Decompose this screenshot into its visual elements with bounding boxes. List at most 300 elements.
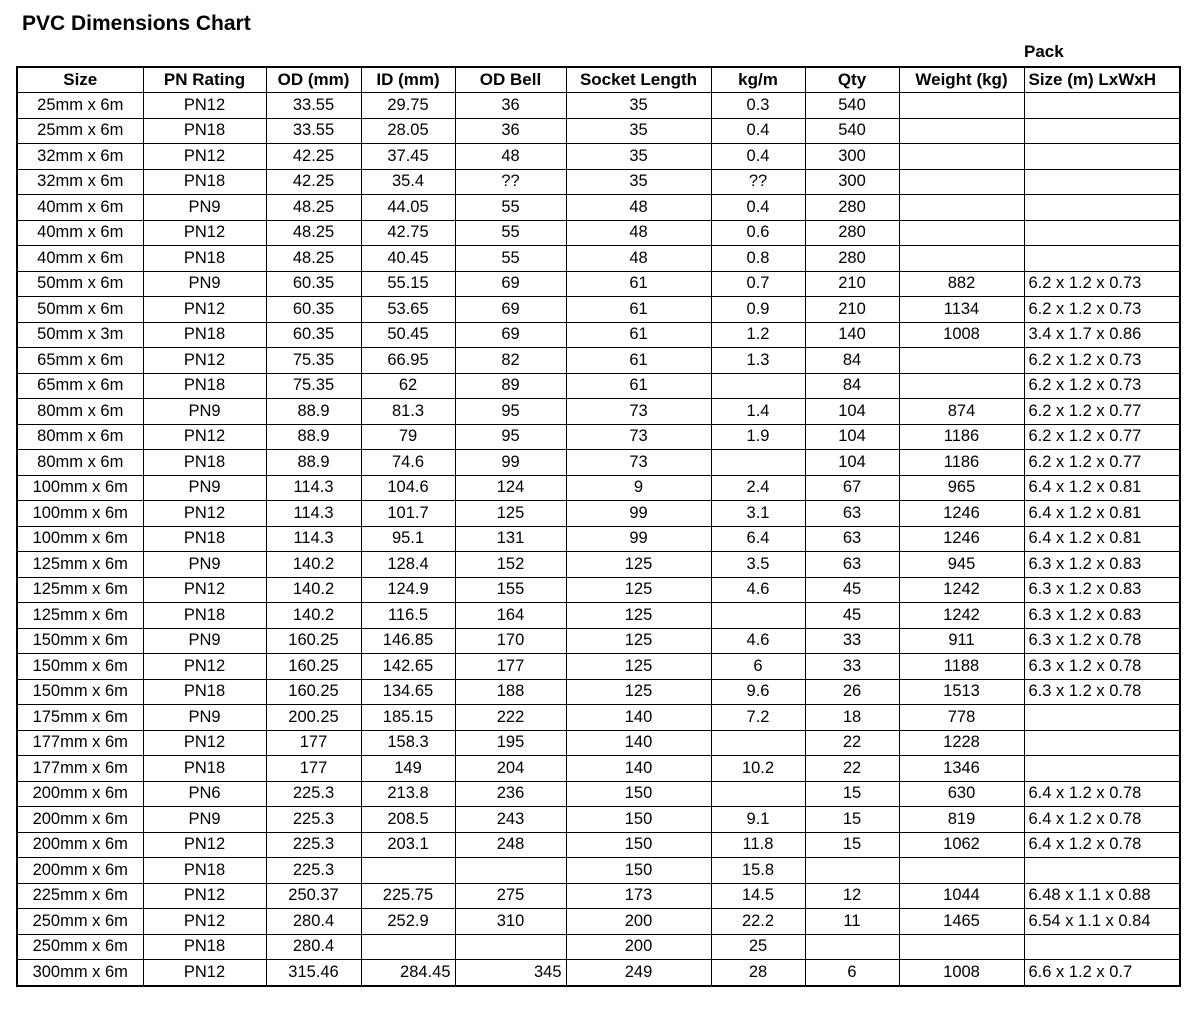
cell-id-mm: 134.65 <box>361 679 455 705</box>
cell-weight-kg <box>899 934 1024 960</box>
cell-size-m-lxwxh: 6.2 x 1.2 x 0.73 <box>1024 297 1180 323</box>
cell-pn-rating: PN9 <box>143 195 266 221</box>
cell-qty: 540 <box>805 118 899 144</box>
cell-pn-rating: PN9 <box>143 807 266 833</box>
table-row <box>17 246 1180 272</box>
cell-id-mm: 146.85 <box>361 628 455 654</box>
cell-socket-length: 140 <box>566 756 711 782</box>
cell-id-mm: 29.75 <box>361 93 455 119</box>
cell-socket-length: 173 <box>566 883 711 909</box>
cell-pn-rating: PN12 <box>143 832 266 858</box>
cell-id-mm: 203.1 <box>361 832 455 858</box>
cell-od-bell: 99 <box>455 450 566 476</box>
cell-kg-m: 4.6 <box>711 577 805 603</box>
cell-od-mm: 160.25 <box>266 628 361 654</box>
column-header-pn-rating: PN Rating <box>143 67 266 93</box>
cell-id-mm: 225.75 <box>361 883 455 909</box>
cell-size-m-lxwxh: 6.2 x 1.2 x 0.73 <box>1024 271 1180 297</box>
cell-kg-m: 2.4 <box>711 475 805 501</box>
cell-od-mm: 177 <box>266 756 361 782</box>
table-row <box>17 475 1180 501</box>
cell-pn-rating: PN18 <box>143 118 266 144</box>
cell-size-m-lxwxh: 6.2 x 1.2 x 0.77 <box>1024 424 1180 450</box>
cell-size-m-lxwxh: 6.3 x 1.2 x 0.83 <box>1024 577 1180 603</box>
cell-size-m-lxwxh <box>1024 246 1180 272</box>
cell-id-mm: 185.15 <box>361 705 455 731</box>
cell-od-bell: 125 <box>455 501 566 527</box>
table-row <box>17 348 1180 374</box>
cell-socket-length: 61 <box>566 297 711 323</box>
cell-kg-m: 0.9 <box>711 297 805 323</box>
cell-socket-length: 140 <box>566 730 711 756</box>
cell-size-m-lxwxh <box>1024 730 1180 756</box>
cell-weight-kg: 945 <box>899 552 1024 578</box>
table-row <box>17 373 1180 399</box>
cell-qty <box>805 858 899 884</box>
cell-weight-kg: 1246 <box>899 501 1024 527</box>
cell-od-bell: 95 <box>455 424 566 450</box>
cell-od-bell: 204 <box>455 756 566 782</box>
cell-id-mm: 55.15 <box>361 271 455 297</box>
cell-id-mm: 95.1 <box>361 526 455 552</box>
cell-qty: 22 <box>805 756 899 782</box>
cell-od-mm: 177 <box>266 730 361 756</box>
cell-size-m-lxwxh <box>1024 858 1180 884</box>
cell-size: 50mm x 3m <box>17 322 143 348</box>
cell-socket-length: 140 <box>566 705 711 731</box>
cell-pn-rating: PN12 <box>143 220 266 246</box>
cell-size: 300mm x 6m <box>17 960 143 986</box>
cell-socket-length: 73 <box>566 399 711 425</box>
cell-kg-m: 9.1 <box>711 807 805 833</box>
cell-socket-length: 249 <box>566 960 711 986</box>
cell-kg-m: 22.2 <box>711 909 805 935</box>
cell-id-mm: 74.6 <box>361 450 455 476</box>
cell-weight-kg <box>899 144 1024 170</box>
cell-id-mm: 37.45 <box>361 144 455 170</box>
cell-od-bell: 243 <box>455 807 566 833</box>
cell-weight-kg <box>899 169 1024 195</box>
cell-size: 32mm x 6m <box>17 169 143 195</box>
cell-kg-m: 0.4 <box>711 144 805 170</box>
cell-od-bell: 345 <box>455 960 566 986</box>
cell-kg-m: 0.8 <box>711 246 805 272</box>
cell-socket-length: 61 <box>566 373 711 399</box>
cell-socket-length: 150 <box>566 858 711 884</box>
cell-od-mm: 160.25 <box>266 654 361 680</box>
cell-weight-kg: 819 <box>899 807 1024 833</box>
cell-qty: 33 <box>805 654 899 680</box>
cell-size: 177mm x 6m <box>17 730 143 756</box>
cell-size-m-lxwxh: 6.4 x 1.2 x 0.81 <box>1024 501 1180 527</box>
cell-kg-m: 3.5 <box>711 552 805 578</box>
cell-size: 100mm x 6m <box>17 475 143 501</box>
cell-qty: 15 <box>805 807 899 833</box>
cell-socket-length: 150 <box>566 807 711 833</box>
cell-id-mm <box>361 858 455 884</box>
cell-weight-kg: 882 <box>899 271 1024 297</box>
table-row <box>17 883 1180 909</box>
cell-kg-m: 25 <box>711 934 805 960</box>
column-header-socket-length: Socket Length <box>566 67 711 93</box>
table-body <box>17 93 1180 986</box>
cell-size-m-lxwxh <box>1024 93 1180 119</box>
cell-size: 225mm x 6m <box>17 883 143 909</box>
cell-size-m-lxwxh: 6.4 x 1.2 x 0.81 <box>1024 526 1180 552</box>
cell-od-mm: 88.9 <box>266 424 361 450</box>
cell-size-m-lxwxh <box>1024 934 1180 960</box>
cell-qty: 280 <box>805 195 899 221</box>
column-header-id-mm: ID (mm) <box>361 67 455 93</box>
cell-od-bell: 69 <box>455 322 566 348</box>
cell-kg-m <box>711 450 805 476</box>
cell-id-mm: 142.65 <box>361 654 455 680</box>
column-header-size-m-lxwxh: Size (m) LxWxH <box>1024 67 1180 93</box>
cell-socket-length: 61 <box>566 348 711 374</box>
cell-od-bell: 95 <box>455 399 566 425</box>
cell-size: 25mm x 6m <box>17 118 143 144</box>
cell-weight-kg: 965 <box>899 475 1024 501</box>
table-row <box>17 628 1180 654</box>
cell-size-m-lxwxh: 6.3 x 1.2 x 0.78 <box>1024 679 1180 705</box>
cell-pn-rating: PN9 <box>143 271 266 297</box>
cell-id-mm <box>361 934 455 960</box>
cell-od-mm: 60.35 <box>266 297 361 323</box>
cell-kg-m: 7.2 <box>711 705 805 731</box>
header-row <box>17 67 1180 93</box>
cell-qty: 18 <box>805 705 899 731</box>
cell-id-mm: 79 <box>361 424 455 450</box>
cell-size: 40mm x 6m <box>17 246 143 272</box>
cell-weight-kg: 1242 <box>899 577 1024 603</box>
cell-qty: 300 <box>805 144 899 170</box>
cell-size: 177mm x 6m <box>17 756 143 782</box>
cell-kg-m <box>711 781 805 807</box>
cell-pn-rating: PN12 <box>143 144 266 170</box>
cell-kg-m: 11.8 <box>711 832 805 858</box>
cell-od-mm: 160.25 <box>266 679 361 705</box>
cell-pn-rating: PN12 <box>143 93 266 119</box>
cell-size-m-lxwxh: 6.3 x 1.2 x 0.78 <box>1024 628 1180 654</box>
cell-weight-kg: 1134 <box>899 297 1024 323</box>
cell-size: 80mm x 6m <box>17 399 143 425</box>
cell-od-bell: 195 <box>455 730 566 756</box>
cell-pn-rating: PN9 <box>143 705 266 731</box>
cell-size-m-lxwxh <box>1024 756 1180 782</box>
cell-size-m-lxwxh: 6.2 x 1.2 x 0.73 <box>1024 373 1180 399</box>
cell-od-mm: 48.25 <box>266 246 361 272</box>
cell-od-bell: 36 <box>455 93 566 119</box>
cell-weight-kg: 1062 <box>899 832 1024 858</box>
cell-size: 50mm x 6m <box>17 271 143 297</box>
cell-kg-m: 1.2 <box>711 322 805 348</box>
pack-column-label: Pack <box>1024 42 1064 61</box>
cell-od-bell: 89 <box>455 373 566 399</box>
table-row <box>17 603 1180 629</box>
cell-id-mm: 81.3 <box>361 399 455 425</box>
cell-pn-rating: PN18 <box>143 858 266 884</box>
cell-size: 50mm x 6m <box>17 297 143 323</box>
cell-id-mm: 28.05 <box>361 118 455 144</box>
cell-kg-m: 15.8 <box>711 858 805 884</box>
cell-qty: 280 <box>805 220 899 246</box>
cell-size-m-lxwxh: 6.2 x 1.2 x 0.77 <box>1024 399 1180 425</box>
cell-socket-length: 9 <box>566 475 711 501</box>
cell-od-bell: 82 <box>455 348 566 374</box>
cell-size: 125mm x 6m <box>17 577 143 603</box>
cell-qty: 22 <box>805 730 899 756</box>
cell-pn-rating: PN18 <box>143 526 266 552</box>
cell-socket-length: 150 <box>566 832 711 858</box>
cell-od-bell <box>455 934 566 960</box>
cell-size-m-lxwxh: 6.48 x 1.1 x 0.88 <box>1024 883 1180 909</box>
cell-socket-length: 61 <box>566 271 711 297</box>
cell-size: 40mm x 6m <box>17 195 143 221</box>
cell-od-bell: ?? <box>455 169 566 195</box>
cell-weight-kg: 1008 <box>899 322 1024 348</box>
cell-kg-m: 0.6 <box>711 220 805 246</box>
cell-socket-length: 48 <box>566 220 711 246</box>
cell-kg-m: ?? <box>711 169 805 195</box>
cell-weight-kg: 911 <box>899 628 1024 654</box>
cell-od-mm: 114.3 <box>266 526 361 552</box>
cell-od-bell: 188 <box>455 679 566 705</box>
cell-pn-rating: PN12 <box>143 348 266 374</box>
cell-id-mm: 128.4 <box>361 552 455 578</box>
table-row <box>17 169 1180 195</box>
cell-pn-rating: PN18 <box>143 934 266 960</box>
cell-kg-m: 0.7 <box>711 271 805 297</box>
cell-weight-kg <box>899 858 1024 884</box>
cell-qty: 15 <box>805 832 899 858</box>
table-row <box>17 807 1180 833</box>
cell-socket-length: 73 <box>566 424 711 450</box>
cell-qty <box>805 934 899 960</box>
table-row <box>17 144 1180 170</box>
table-row <box>17 552 1180 578</box>
cell-size-m-lxwxh <box>1024 195 1180 221</box>
cell-qty: 15 <box>805 781 899 807</box>
cell-weight-kg: 1246 <box>899 526 1024 552</box>
cell-od-mm: 42.25 <box>266 169 361 195</box>
cell-od-mm: 60.35 <box>266 322 361 348</box>
column-header-kg-m: kg/m <box>711 67 805 93</box>
cell-weight-kg: 1044 <box>899 883 1024 909</box>
cell-od-mm: 88.9 <box>266 450 361 476</box>
cell-qty: 12 <box>805 883 899 909</box>
cell-od-mm: 75.35 <box>266 373 361 399</box>
cell-size-m-lxwxh <box>1024 169 1180 195</box>
cell-od-mm: 33.55 <box>266 118 361 144</box>
cell-socket-length: 125 <box>566 679 711 705</box>
cell-od-bell: 275 <box>455 883 566 909</box>
cell-socket-length: 125 <box>566 603 711 629</box>
cell-id-mm: 42.75 <box>361 220 455 246</box>
cell-size: 200mm x 6m <box>17 781 143 807</box>
cell-kg-m: 1.4 <box>711 399 805 425</box>
cell-pn-rating: PN12 <box>143 424 266 450</box>
cell-size: 150mm x 6m <box>17 628 143 654</box>
cell-pn-rating: PN18 <box>143 246 266 272</box>
table-row <box>17 297 1180 323</box>
cell-weight-kg: 1186 <box>899 450 1024 476</box>
cell-od-bell: 310 <box>455 909 566 935</box>
table-row <box>17 654 1180 680</box>
cell-weight-kg: 630 <box>899 781 1024 807</box>
cell-qty: 280 <box>805 246 899 272</box>
cell-od-bell: 164 <box>455 603 566 629</box>
cell-socket-length: 200 <box>566 934 711 960</box>
cell-qty: 104 <box>805 424 899 450</box>
cell-od-bell: 248 <box>455 832 566 858</box>
cell-id-mm: 158.3 <box>361 730 455 756</box>
cell-size: 250mm x 6m <box>17 909 143 935</box>
cell-size-m-lxwxh: 6.54 x 1.1 x 0.84 <box>1024 909 1180 935</box>
cell-size: 200mm x 6m <box>17 832 143 858</box>
cell-id-mm: 116.5 <box>361 603 455 629</box>
cell-size: 150mm x 6m <box>17 679 143 705</box>
cell-size: 80mm x 6m <box>17 450 143 476</box>
cell-size-m-lxwxh: 6.3 x 1.2 x 0.78 <box>1024 654 1180 680</box>
cell-pn-rating: PN12 <box>143 501 266 527</box>
cell-od-bell: 152 <box>455 552 566 578</box>
cell-socket-length: 200 <box>566 909 711 935</box>
cell-qty: 63 <box>805 501 899 527</box>
table-row <box>17 93 1180 119</box>
cell-socket-length: 125 <box>566 628 711 654</box>
cell-pn-rating: PN18 <box>143 603 266 629</box>
cell-qty: 33 <box>805 628 899 654</box>
cell-socket-length: 125 <box>566 552 711 578</box>
table-row <box>17 858 1180 884</box>
cell-kg-m: 0.3 <box>711 93 805 119</box>
cell-size: 32mm x 6m <box>17 144 143 170</box>
cell-od-bell <box>455 858 566 884</box>
cell-qty: 210 <box>805 297 899 323</box>
cell-od-mm: 280.4 <box>266 934 361 960</box>
cell-pn-rating: PN9 <box>143 475 266 501</box>
cell-qty: 210 <box>805 271 899 297</box>
table-row <box>17 220 1180 246</box>
cell-qty: 45 <box>805 577 899 603</box>
cell-od-mm: 33.55 <box>266 93 361 119</box>
cell-od-bell: 55 <box>455 246 566 272</box>
cell-od-mm: 280.4 <box>266 909 361 935</box>
cell-weight-kg: 1186 <box>899 424 1024 450</box>
cell-kg-m: 9.6 <box>711 679 805 705</box>
cell-weight-kg: 1465 <box>899 909 1024 935</box>
cell-size: 150mm x 6m <box>17 654 143 680</box>
cell-od-bell: 155 <box>455 577 566 603</box>
cell-size: 80mm x 6m <box>17 424 143 450</box>
cell-qty: 26 <box>805 679 899 705</box>
cell-size-m-lxwxh: 6.6 x 1.2 x 0.7 <box>1024 960 1180 986</box>
cell-id-mm: 101.7 <box>361 501 455 527</box>
cell-socket-length: 35 <box>566 93 711 119</box>
cell-socket-length: 125 <box>566 577 711 603</box>
column-header-od-bell: OD Bell <box>455 67 566 93</box>
cell-size-m-lxwxh <box>1024 705 1180 731</box>
cell-pn-rating: PN12 <box>143 883 266 909</box>
cell-id-mm: 213.8 <box>361 781 455 807</box>
cell-od-bell: 48 <box>455 144 566 170</box>
cell-size-m-lxwxh: 6.4 x 1.2 x 0.78 <box>1024 807 1180 833</box>
table-row <box>17 705 1180 731</box>
cell-size: 175mm x 6m <box>17 705 143 731</box>
cell-kg-m: 28 <box>711 960 805 986</box>
cell-size-m-lxwxh: 6.2 x 1.2 x 0.77 <box>1024 450 1180 476</box>
column-header-od-mm: OD (mm) <box>266 67 361 93</box>
cell-kg-m: 6 <box>711 654 805 680</box>
cell-weight-kg <box>899 118 1024 144</box>
cell-size: 65mm x 6m <box>17 373 143 399</box>
cell-od-mm: 75.35 <box>266 348 361 374</box>
cell-pn-rating: PN18 <box>143 373 266 399</box>
cell-pn-rating: PN18 <box>143 169 266 195</box>
cell-size-m-lxwxh <box>1024 118 1180 144</box>
cell-size: 250mm x 6m <box>17 934 143 960</box>
table-row <box>17 909 1180 935</box>
cell-kg-m: 3.1 <box>711 501 805 527</box>
cell-id-mm: 284.45 <box>361 960 455 986</box>
cell-size: 125mm x 6m <box>17 552 143 578</box>
cell-id-mm: 66.95 <box>361 348 455 374</box>
cell-socket-length: 99 <box>566 501 711 527</box>
cell-pn-rating: PN18 <box>143 322 266 348</box>
cell-od-bell: 69 <box>455 271 566 297</box>
cell-socket-length: 61 <box>566 322 711 348</box>
cell-id-mm: 252.9 <box>361 909 455 935</box>
table-row <box>17 730 1180 756</box>
cell-od-mm: 200.25 <box>266 705 361 731</box>
cell-id-mm: 40.45 <box>361 246 455 272</box>
cell-weight-kg <box>899 348 1024 374</box>
table-row <box>17 934 1180 960</box>
table-row <box>17 118 1180 144</box>
cell-size-m-lxwxh: 6.4 x 1.2 x 0.78 <box>1024 781 1180 807</box>
cell-size-m-lxwxh: 3.4 x 1.7 x 0.86 <box>1024 322 1180 348</box>
cell-id-mm: 53.65 <box>361 297 455 323</box>
cell-od-mm: 225.3 <box>266 858 361 884</box>
cell-od-mm: 114.3 <box>266 501 361 527</box>
cell-pn-rating: PN12 <box>143 654 266 680</box>
table-row <box>17 195 1180 221</box>
cell-kg-m <box>711 603 805 629</box>
table-row <box>17 960 1180 986</box>
cell-size-m-lxwxh: 6.4 x 1.2 x 0.81 <box>1024 475 1180 501</box>
cell-id-mm: 50.45 <box>361 322 455 348</box>
cell-socket-length: 99 <box>566 526 711 552</box>
cell-pn-rating: PN9 <box>143 399 266 425</box>
cell-weight-kg <box>899 195 1024 221</box>
table-header <box>17 67 1180 93</box>
cell-od-bell: 36 <box>455 118 566 144</box>
cell-socket-length: 48 <box>566 195 711 221</box>
cell-id-mm: 104.6 <box>361 475 455 501</box>
pvc-dimensions-table <box>16 66 1181 987</box>
cell-kg-m: 0.4 <box>711 118 805 144</box>
table-row <box>17 679 1180 705</box>
cell-pn-rating: PN18 <box>143 679 266 705</box>
cell-qty: 300 <box>805 169 899 195</box>
cell-od-mm: 114.3 <box>266 475 361 501</box>
page-title: PVC Dimensions Chart <box>22 12 251 35</box>
cell-pn-rating: PN9 <box>143 628 266 654</box>
cell-weight-kg <box>899 246 1024 272</box>
cell-pn-rating: PN12 <box>143 730 266 756</box>
cell-weight-kg <box>899 373 1024 399</box>
cell-id-mm: 124.9 <box>361 577 455 603</box>
